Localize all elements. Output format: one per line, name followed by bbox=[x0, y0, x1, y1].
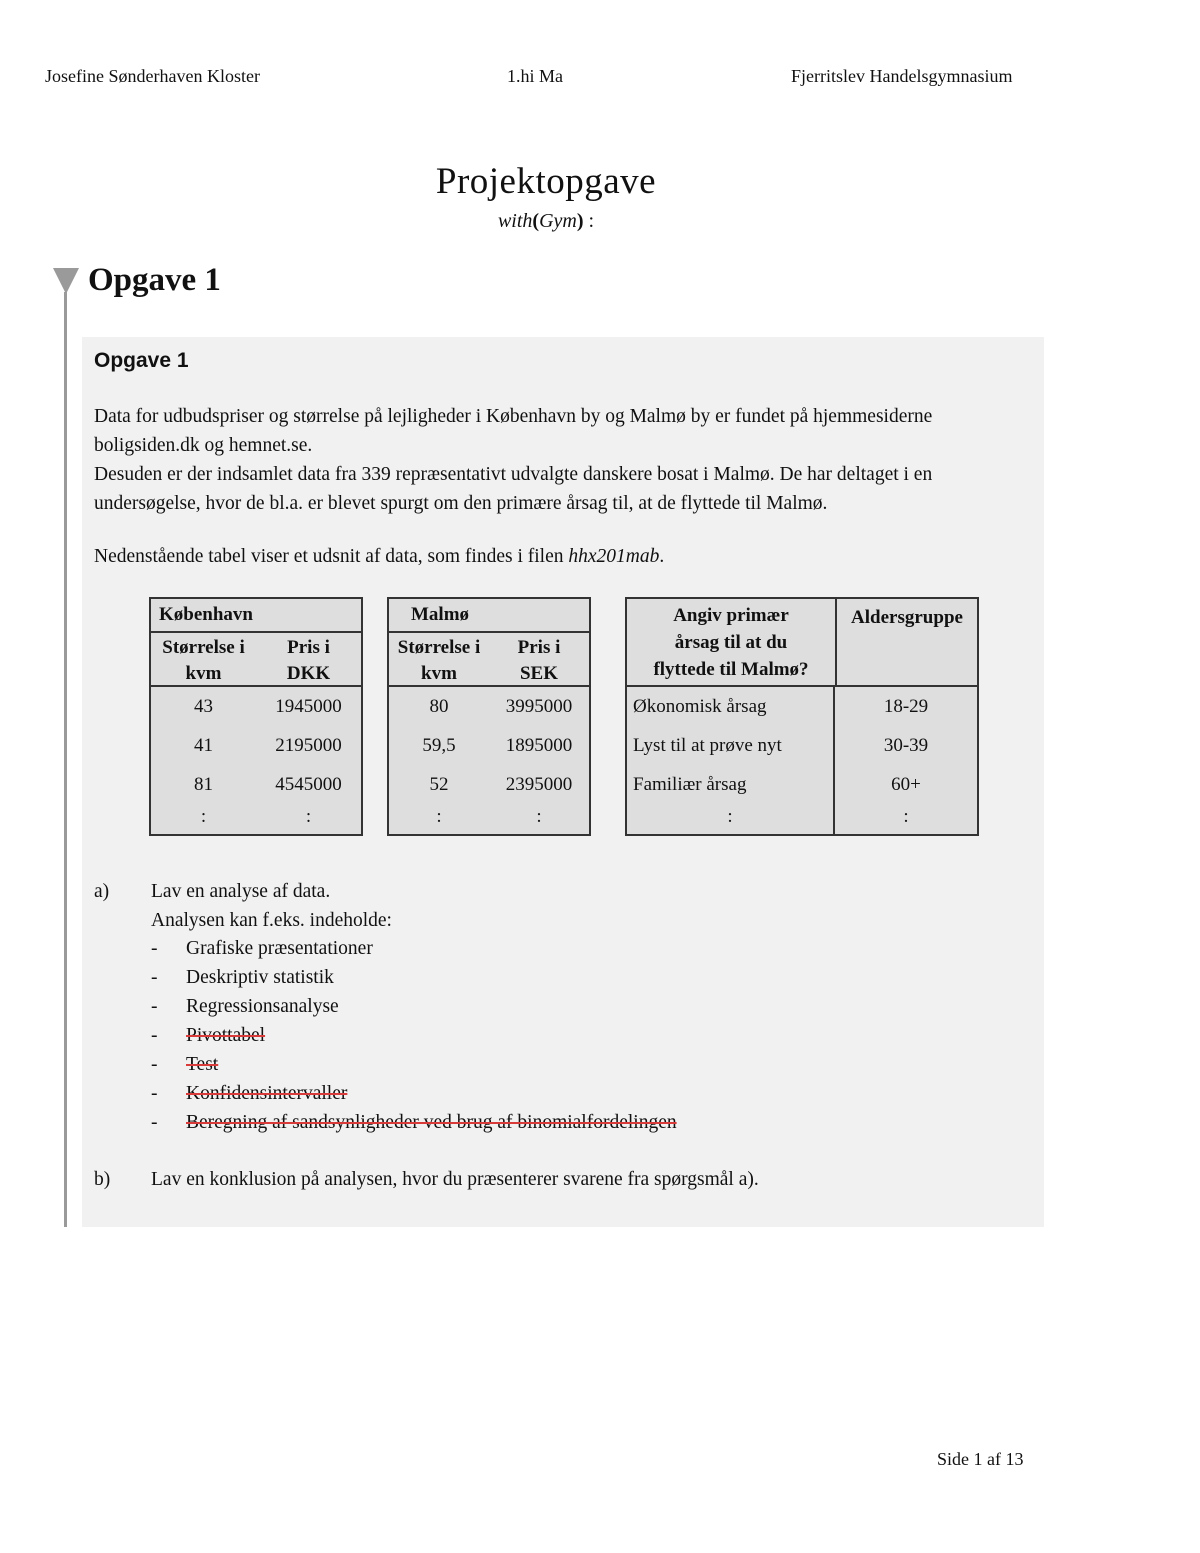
table-kobenhavn bbox=[149, 597, 363, 836]
table-row bbox=[389, 765, 589, 804]
list-item-text: Beregning af sandsynligheder ved brug af binomialfordelingen bbox=[186, 1112, 677, 1133]
intro-paragraph-3 bbox=[94, 542, 1039, 571]
intro-paragraph-2-line-1: Desuden er der indsamlet data fra 339 repræsentativt udvalgte danskere bosat i Malmø. De har deltaget i en bbox=[94, 464, 933, 485]
header-line: SEK bbox=[519, 663, 559, 684]
table-row bbox=[151, 726, 361, 765]
table-row-ellipsis bbox=[627, 804, 977, 834]
task-heading: Opgave 1 bbox=[94, 349, 189, 372]
intro-paragraph-2-line-2: undersøgelse, hvor de bl.a. er blevet spurgt om den primære årsag til, at de flyttede til Malmø. bbox=[94, 493, 828, 514]
task-a-label: a) bbox=[94, 881, 110, 902]
table-cell: 2195000 bbox=[275, 735, 342, 756]
header-line: flyttede til Malmø? bbox=[653, 659, 809, 680]
data-file-name: hhx201mab bbox=[568, 546, 660, 567]
table-malmo bbox=[387, 597, 591, 836]
table-cell: 43 bbox=[194, 696, 213, 717]
table-header bbox=[627, 599, 977, 687]
table-cell: 52 bbox=[429, 774, 449, 795]
list-dash: - bbox=[151, 938, 158, 959]
section-collapse-icon[interactable] bbox=[53, 268, 79, 294]
header-line: årsag til at du bbox=[674, 632, 788, 653]
page-header bbox=[0, 66, 1200, 94]
column-header-price bbox=[256, 633, 361, 685]
table-cell: 1895000 bbox=[505, 735, 573, 756]
list-item-text: Test bbox=[186, 1054, 219, 1075]
column-header-reason bbox=[627, 599, 837, 685]
subtitle-open-paren: ( bbox=[532, 210, 540, 232]
header-class: 1.hi Ma bbox=[507, 66, 563, 86]
list-dash: - bbox=[151, 1112, 158, 1133]
header-line: Størrelse i bbox=[397, 637, 481, 658]
intro-paragraph-2 bbox=[94, 460, 1039, 518]
table-row bbox=[151, 765, 361, 804]
column-header-size bbox=[151, 633, 256, 685]
table-header bbox=[151, 633, 361, 687]
header-line: Pris i bbox=[287, 637, 330, 658]
table-cell: 60+ bbox=[891, 774, 921, 795]
list-dash: - bbox=[151, 967, 158, 988]
table-cell: : bbox=[436, 806, 442, 827]
table-cell: 80 bbox=[429, 696, 449, 717]
table-cell: Økonomisk årsag bbox=[627, 687, 835, 726]
table-cell: 41 bbox=[194, 735, 213, 756]
table-cell: 30-39 bbox=[883, 735, 929, 756]
header-line: DKK bbox=[286, 663, 331, 684]
table-cell: 59,5 bbox=[422, 735, 456, 756]
task-b-text: Lav en konklusion på analysen, hvor du præsenterer svarene fra spørgsmål a). bbox=[151, 1169, 759, 1190]
table-row bbox=[151, 687, 361, 726]
list-item-text: Pivottabel bbox=[186, 1025, 266, 1046]
document-subtitle bbox=[0, 210, 1092, 233]
table-cell: : bbox=[903, 806, 909, 827]
table-row-ellipsis bbox=[151, 804, 361, 834]
table-row-ellipsis bbox=[389, 804, 589, 834]
list-item-text: Grafiske præsentationer bbox=[186, 938, 373, 959]
header-author: Josefine Sønderhaven Kloster bbox=[45, 66, 260, 86]
table-cell: : bbox=[627, 804, 835, 834]
header-school: Fjerritslev Handelsgymnasium bbox=[791, 66, 1013, 86]
header-line: Angiv primær bbox=[673, 605, 789, 626]
table-header bbox=[389, 633, 589, 687]
para3-suffix: . bbox=[659, 546, 665, 567]
list-item-text: Konfidensintervaller bbox=[186, 1083, 348, 1104]
table-cell: Familiær årsag bbox=[627, 765, 835, 804]
subtitle-func: with bbox=[497, 210, 533, 232]
embedded-task-image bbox=[82, 337, 1044, 1227]
document-title: Projektopgave bbox=[435, 161, 657, 202]
table-cell: : bbox=[536, 806, 542, 827]
header-line: Pris i bbox=[517, 637, 561, 658]
subtitle-rest: : bbox=[583, 210, 595, 232]
list-item-text: Deskriptiv statistik bbox=[186, 967, 334, 988]
subtitle-close-paren: ) bbox=[576, 210, 584, 232]
table-cell: : bbox=[305, 806, 312, 827]
task-a-line-1: Lav en analyse af data. bbox=[151, 881, 331, 902]
table-row bbox=[627, 687, 977, 726]
header-line: kvm bbox=[421, 663, 457, 684]
table-cell: 2395000 bbox=[505, 774, 573, 795]
table-cell: 3995000 bbox=[505, 696, 573, 717]
list-dash: - bbox=[151, 1083, 158, 1104]
intro-paragraph-1-line-2: boligsiden.dk og hemnet.se. bbox=[94, 435, 313, 456]
para3-prefix: Nedenstående tabel viser et udsnit af data, som findes i filen bbox=[94, 546, 569, 567]
section-bracket-line bbox=[64, 292, 67, 1227]
list-dash: - bbox=[151, 1025, 158, 1046]
table-cell: 18-29 bbox=[883, 696, 929, 717]
table-survey bbox=[625, 597, 979, 836]
table-cell: 4545000 bbox=[275, 774, 342, 795]
intro-paragraph-1 bbox=[94, 402, 1039, 460]
page-number: Side 1 af 13 bbox=[937, 1449, 1024, 1469]
column-header-size bbox=[389, 633, 489, 685]
table-caption: København bbox=[151, 599, 361, 633]
intro-paragraph-1-line-1: Data for udbudspriser og størrelse på lejligheder i København by og Malmø by er fundet på hjemmesiderne bbox=[94, 406, 933, 427]
table-cell: 1945000 bbox=[275, 696, 342, 717]
header-line: Størrelse i bbox=[162, 637, 245, 658]
table-row bbox=[389, 726, 589, 765]
subtitle-arg: Gym bbox=[539, 210, 577, 232]
list-item-text: Regressionsanalyse bbox=[186, 996, 339, 1017]
table-caption: Malmø bbox=[389, 599, 589, 633]
list-dash: - bbox=[151, 1054, 158, 1075]
section-title: Opgave 1 bbox=[88, 262, 221, 298]
column-header-age-group: Aldersgruppe bbox=[851, 607, 963, 628]
table-row bbox=[627, 765, 977, 804]
table-cell: Lyst til at prøve nyt bbox=[627, 726, 835, 765]
header-line: kvm bbox=[185, 663, 222, 684]
task-b-label: b) bbox=[94, 1169, 111, 1190]
list-dash: - bbox=[151, 996, 158, 1017]
column-header-price bbox=[489, 633, 589, 685]
table-row bbox=[389, 687, 589, 726]
task-a-line-2: Analysen kan f.eks. indeholde: bbox=[151, 910, 392, 931]
table-cell: 81 bbox=[194, 774, 213, 795]
table-row bbox=[627, 726, 977, 765]
table-cell: : bbox=[200, 806, 207, 827]
